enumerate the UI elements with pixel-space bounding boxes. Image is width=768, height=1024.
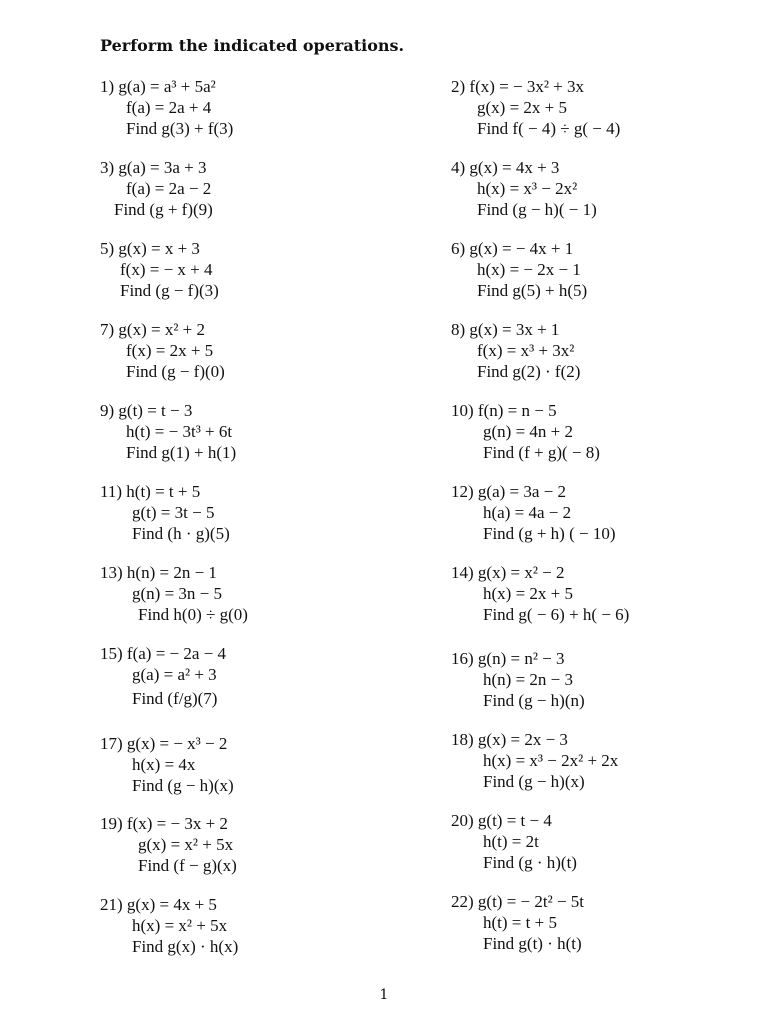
problem-number: 16)	[451, 649, 474, 668]
problem-line-1: g(x) = − x³ − 2	[126, 734, 228, 753]
problem-number: 10)	[451, 401, 474, 420]
problem-line-1: g(x) = 4x + 3	[469, 158, 560, 177]
problem-line-2: h(t) = t + 5	[483, 913, 557, 932]
problem-line-3: Find g(2) · f(2)	[477, 362, 581, 381]
problem-number: 22)	[451, 892, 474, 911]
problem-line-3: Find (g + h) ( − 10)	[483, 524, 616, 543]
problem-line-3: Find (g − f)(0)	[126, 362, 225, 381]
problem-line-3: Find f( − 4) ÷ g( − 4)	[477, 119, 621, 138]
problem-line-1: h(n) = 2n − 1	[126, 563, 217, 582]
problem-2	[451, 76, 620, 139]
problem-line-2: f(a) = 2a + 4	[126, 98, 212, 117]
problem-line-3: Find (g − h)( − 1)	[477, 200, 597, 219]
problem-line-3: Find g(3) + f(3)	[126, 119, 234, 138]
problem-line-1: g(n) = n² − 3	[477, 649, 565, 668]
problem-line-2: f(x) = 2x + 5	[126, 341, 214, 360]
problem-line-2: h(n) = 2n − 3	[483, 670, 573, 689]
problem-line-1: g(x) = 4x + 5	[126, 895, 217, 914]
problem-line-3: Find g(5) + h(5)	[477, 281, 588, 300]
problem-line-3: Find (h · g)(5)	[132, 524, 230, 543]
problem-line-2: h(x) = − 2x − 1	[477, 260, 581, 279]
problem-line-2: h(x) = x² + 5x	[132, 916, 228, 935]
problem-20	[451, 810, 577, 873]
problem-line-3: Find (g − h)(x)	[132, 776, 234, 795]
problem-line-1: g(x) = x² + 2	[118, 320, 206, 339]
problem-line-1: f(x) = − 3x² + 3x	[469, 77, 585, 96]
problem-line-2: g(a) = a² + 3	[132, 665, 217, 684]
problem-line-3: Find (f/g)(7)	[132, 689, 218, 708]
problem-line-2: f(a) = 2a − 2	[126, 179, 212, 198]
problem-number: 20)	[451, 811, 474, 830]
problem-line-3: Find h(0) ÷ g(0)	[138, 605, 248, 624]
problem-line-1: h(t) = t + 5	[126, 482, 201, 501]
problem-line-3: Find (f − g)(x)	[138, 856, 237, 875]
problem-line-3: Find g(1) + h(1)	[126, 443, 237, 462]
problem-line-2: g(n) = 4n + 2	[483, 422, 573, 441]
problem-18	[451, 729, 618, 792]
problem-number: 7)	[100, 320, 115, 339]
problem-14	[451, 562, 629, 625]
problem-19	[100, 813, 237, 876]
problem-number: 17)	[100, 734, 123, 753]
problem-number: 4)	[451, 158, 466, 177]
problem-5	[100, 238, 219, 301]
problem-12	[451, 481, 616, 544]
problem-21	[100, 894, 238, 957]
problem-15	[100, 643, 226, 709]
problem-line-2: f(x) = x³ + 3x²	[477, 341, 575, 360]
problem-line-2: h(t) = − 3t³ + 6t	[126, 422, 233, 441]
problem-line-3: Find (g − h)(n)	[483, 691, 585, 710]
problem-1	[100, 76, 233, 139]
page-number: 1	[379, 987, 389, 1003]
problem-number: 14)	[451, 563, 474, 582]
problem-number: 19)	[100, 814, 123, 833]
problem-line-2: h(x) = 4x	[132, 755, 196, 774]
problem-9	[100, 400, 236, 463]
problem-10	[451, 400, 600, 463]
problem-line-2: f(x) = − x + 4	[120, 260, 213, 279]
problem-number: 5)	[100, 239, 115, 258]
problem-8	[451, 319, 580, 382]
problem-number: 1)	[100, 77, 115, 96]
problem-line-3: Find (g − h)(x)	[483, 772, 585, 791]
problem-number: 11)	[100, 482, 123, 501]
problem-number: 13)	[100, 563, 123, 582]
problem-line-3: Find g( − 6) + h( − 6)	[483, 605, 630, 624]
problem-line-1: g(x) = x² − 2	[477, 563, 565, 582]
problem-number: 9)	[100, 401, 115, 420]
problem-line-3: Find (f + g)( − 8)	[483, 443, 600, 462]
problem-number: 18)	[451, 730, 474, 749]
problem-4	[451, 157, 597, 220]
problem-line-2: g(x) = x² + 5x	[138, 835, 234, 854]
problem-line-2: h(x) = 2x + 5	[483, 584, 573, 603]
problem-13	[100, 562, 248, 625]
problem-line-1: g(a) = 3a + 3	[118, 158, 207, 177]
problem-line-3: Find (g − f)(3)	[120, 281, 219, 300]
problem-line-1: g(x) = 2x − 3	[477, 730, 568, 749]
problem-line-2: h(x) = x³ − 2x²	[477, 179, 578, 198]
problem-line-2: g(x) = 2x + 5	[477, 98, 567, 117]
problem-number: 6)	[451, 239, 466, 258]
problem-22	[451, 891, 584, 954]
problem-line-1: g(a) = 3a − 2	[477, 482, 567, 501]
problem-number: 3)	[100, 158, 115, 177]
problem-line-1: f(a) = − 2a − 4	[126, 644, 227, 663]
problem-line-3: Find g(x) · h(x)	[132, 937, 239, 956]
problem-line-1: g(a) = a³ + 5a²	[118, 77, 216, 96]
problem-7	[100, 319, 225, 382]
problem-number: 12)	[451, 482, 474, 501]
problem-11	[100, 481, 230, 544]
problem-line-2: g(t) = 3t − 5	[132, 503, 215, 522]
problem-16	[451, 648, 585, 711]
problem-line-1: g(t) = − 2t² − 5t	[477, 892, 585, 911]
problem-number: 8)	[451, 320, 466, 339]
problem-number: 15)	[100, 644, 123, 663]
problem-line-2: h(a) = 4a − 2	[483, 503, 572, 522]
problem-line-3: Find g(t) · h(t)	[483, 934, 582, 953]
problem-number: 21)	[100, 895, 123, 914]
problem-line-3: Find (g + f)(9)	[114, 200, 213, 219]
problem-line-1: g(x) = 3x + 1	[469, 320, 560, 339]
page-heading: Perform the indicated operations.	[100, 36, 405, 55]
problem-line-1: g(x) = − 4x + 1	[469, 239, 574, 258]
problem-3	[100, 157, 213, 220]
problem-line-1: f(x) = − 3x + 2	[126, 814, 228, 833]
problem-line-1: g(t) = t − 3	[118, 401, 193, 420]
problem-line-3: Find (g · h)(t)	[483, 853, 577, 872]
problem-line-2: g(n) = 3n − 5	[132, 584, 222, 603]
problem-line-2: h(x) = x³ − 2x² + 2x	[483, 751, 619, 770]
problem-number: 2)	[451, 77, 466, 96]
problem-line-1: f(n) = n − 5	[477, 401, 557, 420]
problem-line-2: h(t) = 2t	[483, 832, 539, 851]
problem-6	[451, 238, 587, 301]
problem-line-1: g(x) = x + 3	[118, 239, 200, 258]
problem-17	[100, 733, 234, 796]
problem-line-1: g(t) = t − 4	[477, 811, 552, 830]
